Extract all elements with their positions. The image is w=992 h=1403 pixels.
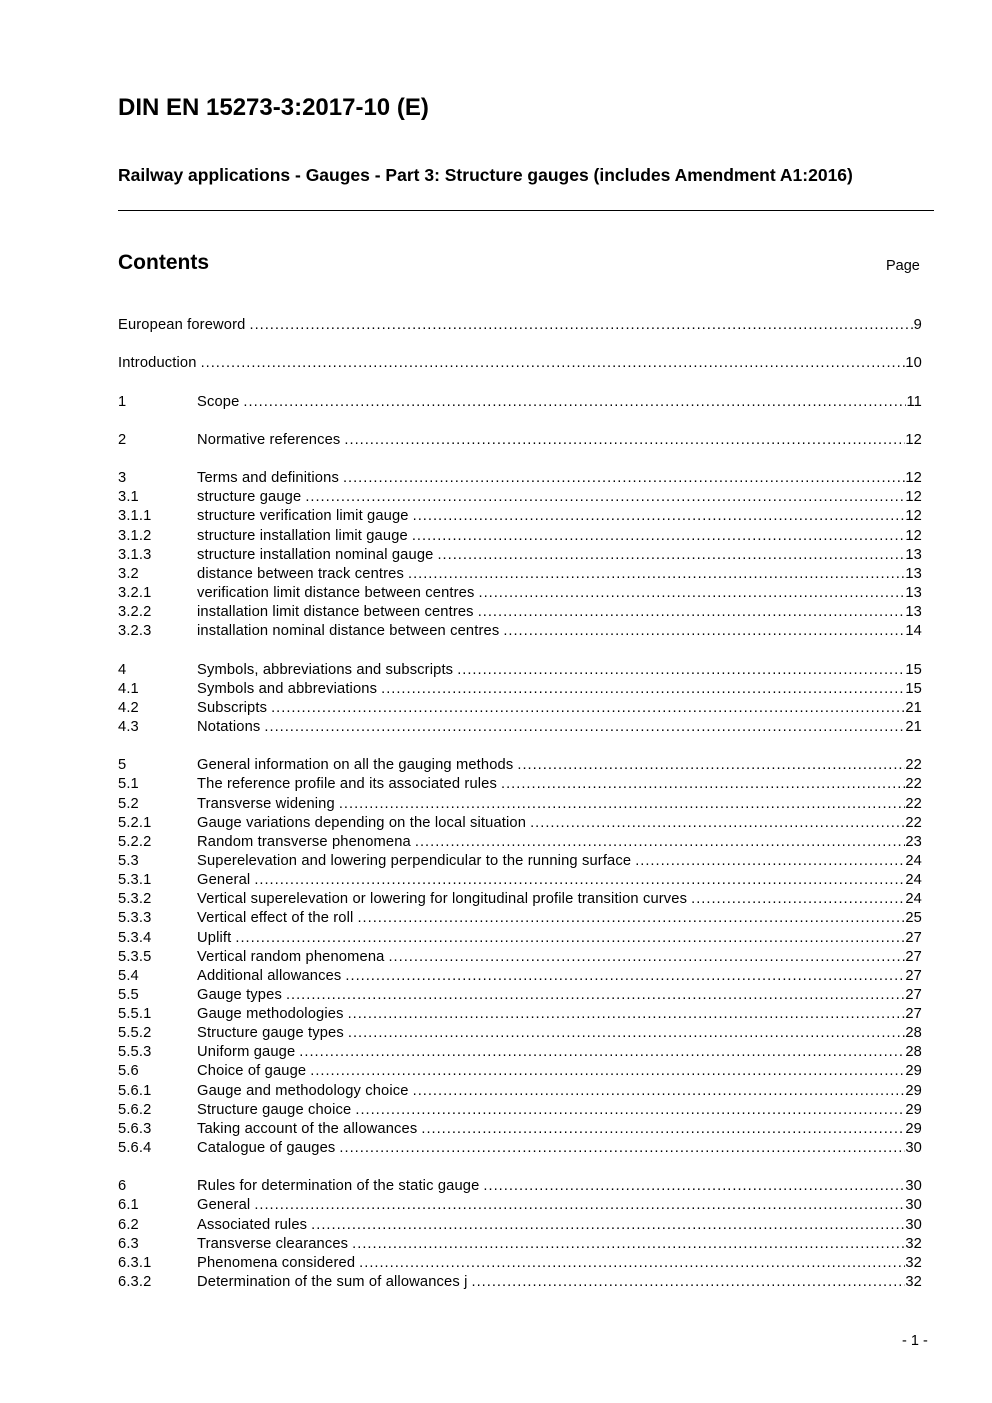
toc-entry-number: 5.6.4 — [118, 1140, 152, 1157]
toc-entry[interactable] — [118, 871, 922, 890]
toc-entry[interactable] — [118, 507, 922, 526]
toc-entry-number: 5.5.2 — [118, 1025, 152, 1042]
toc-entry-page: 24 — [905, 891, 922, 908]
toc-entry[interactable] — [118, 1254, 922, 1273]
toc-entry-page: 12 — [905, 527, 922, 544]
page-column-label: Page — [886, 258, 920, 274]
toc-entry-title: Rules for determination of the static gauge — [197, 1178, 480, 1195]
toc-dot-leader — [691, 890, 905, 909]
toc-dot-leader — [437, 546, 905, 565]
toc-entry[interactable] — [118, 795, 922, 814]
toc-dot-leader — [271, 699, 905, 718]
toc-entry-number: 2 — [118, 431, 127, 448]
toc-entry-number: 3.1.1 — [118, 508, 152, 525]
toc-entry-title: General information on all the gauging methods — [197, 757, 514, 774]
toc-dot-leader — [413, 507, 906, 526]
toc-dot-leader — [412, 527, 906, 546]
toc-entry-number: 4.1 — [118, 680, 139, 697]
toc-entry-page: 29 — [905, 1063, 922, 1080]
toc-entry-page: 22 — [905, 814, 922, 831]
toc-entry-number: 5 — [118, 757, 127, 774]
toc-entry[interactable] — [118, 488, 922, 507]
toc-dot-leader — [264, 718, 905, 737]
toc-entry-number: 5.6 — [118, 1063, 139, 1080]
toc-entry-page: 13 — [905, 546, 922, 563]
toc-entry[interactable] — [118, 890, 922, 909]
toc-entry[interactable] — [118, 1062, 922, 1081]
toc-entry-number: 5.3.3 — [118, 910, 152, 927]
toc-entry[interactable] — [118, 546, 922, 565]
toc-entry[interactable] — [118, 833, 922, 852]
toc-dot-leader — [472, 1273, 906, 1292]
toc-entry-title: Superelevation and lowering perpendicular to the running surface — [197, 852, 632, 869]
toc-entry-number: 4.2 — [118, 699, 139, 716]
toc-entry-number: 5.5.1 — [118, 1006, 152, 1023]
toc-entry-number: 3.1 — [118, 489, 139, 506]
toc-entry-title: Random transverse phenomena — [197, 833, 411, 850]
toc-entry-page: 25 — [905, 910, 922, 927]
toc-entry-page: 10 — [905, 355, 922, 372]
toc-dot-leader — [388, 948, 905, 967]
toc-entry-number: 5.2.1 — [118, 814, 152, 831]
toc-entry-page: 22 — [905, 795, 922, 812]
toc-entry-title: installation limit distance between centres — [197, 604, 474, 621]
toc-entry-title: Vertical effect of the roll — [197, 910, 354, 927]
toc-entry[interactable] — [118, 775, 922, 794]
toc-entry[interactable] — [118, 814, 922, 833]
toc-entry-page: 15 — [905, 661, 922, 678]
toc-entry-title: Catalogue of gauges — [197, 1140, 336, 1157]
table-of-contents — [118, 316, 922, 1292]
toc-entry-page: 15 — [905, 680, 922, 697]
toc-entry-number: 3.1.2 — [118, 527, 152, 544]
toc-entry-number: 5.5.3 — [118, 1044, 152, 1061]
toc-entry-title: structure installation nominal gauge — [197, 546, 434, 563]
toc-entry-number: 6.2 — [118, 1216, 139, 1233]
toc-entry-page: 30 — [905, 1178, 922, 1195]
toc-entry-title: distance between track centres — [197, 565, 404, 582]
toc-entry-title: Gauge and methodology choice — [197, 1082, 409, 1099]
toc-entry-page: 30 — [905, 1140, 922, 1157]
toc-dot-leader — [286, 986, 905, 1005]
toc-dot-leader — [503, 622, 905, 641]
toc-entry-title: installation nominal distance between centres — [197, 623, 500, 640]
toc-entry-title: Gauge variations depending on the local situation — [197, 814, 527, 831]
toc-entry-page: 30 — [905, 1216, 922, 1233]
toc-entry-title: Determination of the sum of allowances j — [197, 1274, 468, 1291]
toc-dot-leader — [305, 488, 905, 507]
toc-entry[interactable] — [118, 967, 922, 986]
toc-dot-leader — [344, 431, 905, 450]
toc-entry-page: 28 — [905, 1044, 922, 1061]
toc-entry[interactable] — [118, 1082, 922, 1101]
toc-entry-page: 24 — [905, 852, 922, 869]
toc-entry-title: General — [197, 1197, 251, 1214]
toc-entry-title: Additional allowances — [197, 967, 342, 984]
toc-entry-number: 3.2.1 — [118, 584, 152, 601]
toc-entry-title: Choice of gauge — [197, 1063, 307, 1080]
toc-dot-leader — [457, 661, 905, 680]
toc-entry[interactable] — [118, 1024, 922, 1043]
toc-dot-leader — [339, 1139, 905, 1158]
toc-entry-page: 21 — [905, 699, 922, 716]
toc-entry[interactable] — [118, 316, 922, 335]
toc-entry-number: 4 — [118, 661, 127, 678]
toc-entry-number: 5.2 — [118, 795, 139, 812]
toc-entry[interactable] — [118, 1005, 922, 1024]
toc-entry-page: 11 — [906, 393, 922, 410]
toc-dot-leader — [355, 1101, 905, 1120]
toc-dot-leader — [343, 469, 905, 488]
toc-dot-leader — [501, 775, 905, 794]
toc-dot-leader — [421, 1120, 905, 1139]
toc-entry[interactable] — [118, 1043, 922, 1062]
toc-entry-title: Transverse clearances — [197, 1235, 349, 1252]
toc-entry[interactable] — [118, 986, 922, 1005]
toc-entry-title: Structure gauge types — [197, 1025, 344, 1042]
toc-entry-page: 32 — [905, 1235, 922, 1252]
toc-entry[interactable] — [118, 1139, 922, 1158]
toc-entry[interactable] — [118, 948, 922, 967]
toc-entry-number: 3.1.3 — [118, 546, 152, 563]
toc-entry[interactable] — [118, 527, 922, 546]
toc-entry-page: 12 — [905, 508, 922, 525]
toc-entry-page: 22 — [905, 776, 922, 793]
toc-entry-number: 1 — [118, 393, 127, 410]
toc-entry-title: The reference profile and its associated rules — [197, 776, 497, 793]
toc-entry[interactable] — [118, 756, 922, 775]
document-subtitle: Railway applications - Gauges - Part 3: Structure gauges (includes Amendment A1:2016) — [118, 165, 853, 185]
toc-entry[interactable] — [118, 909, 922, 928]
toc-entry[interactable] — [118, 469, 922, 488]
document-title: DIN EN 15273-3:2017-10 (E) — [118, 94, 429, 121]
toc-entry-page: 27 — [905, 929, 922, 946]
toc-entry-title: Symbols, abbreviations and subscripts — [197, 661, 454, 678]
toc-dot-leader — [201, 354, 906, 373]
toc-entry[interactable] — [118, 661, 922, 680]
contents-heading: Contents — [118, 251, 209, 274]
toc-entry-title: Structure gauge choice — [197, 1101, 352, 1118]
toc-entry-number: 5.2.2 — [118, 833, 152, 850]
toc-entry[interactable] — [118, 622, 922, 641]
toc-entry-title: verification limit distance between centres — [197, 584, 475, 601]
toc-entry-number: 3.2 — [118, 565, 139, 582]
toc-dot-leader — [478, 603, 906, 622]
toc-entry[interactable] — [118, 1120, 922, 1139]
toc-entry[interactable] — [118, 1196, 922, 1215]
toc-entry-title: Symbols and abbreviations — [197, 680, 378, 697]
toc-entry-page: 27 — [905, 948, 922, 965]
toc-entry[interactable] — [118, 565, 922, 584]
toc-entry-page: 12 — [905, 489, 922, 506]
toc-entry-page: 24 — [905, 872, 922, 889]
toc-entry-title: Notations — [197, 718, 261, 735]
toc-entry-number: 3.2.2 — [118, 604, 152, 621]
toc-dot-leader — [310, 1062, 905, 1081]
toc-dot-leader — [359, 1254, 905, 1273]
toc-entry-number: 5.3.2 — [118, 891, 152, 908]
toc-entry-page: 13 — [905, 565, 922, 582]
toc-entry-number: 5.6.1 — [118, 1082, 152, 1099]
toc-entry-number: 5.3.4 — [118, 929, 152, 946]
toc-entry-title: Gauge types — [197, 986, 282, 1003]
toc-entry-page: 14 — [905, 623, 922, 640]
toc-dot-leader — [635, 852, 905, 871]
toc-dot-leader — [357, 909, 905, 928]
toc-entry-page: 32 — [905, 1254, 922, 1271]
toc-entry-number: 6.3.1 — [118, 1254, 152, 1271]
toc-entry-title: Phenomena considered — [197, 1254, 356, 1271]
toc-entry-number: 3 — [118, 470, 127, 487]
toc-entry[interactable] — [118, 431, 922, 450]
toc-entry-page: 27 — [905, 967, 922, 984]
toc-entry[interactable] — [118, 1235, 922, 1254]
toc-entry-page: 13 — [905, 604, 922, 621]
toc-entry-number: 5.3 — [118, 852, 139, 869]
toc-dot-leader — [311, 1216, 905, 1235]
toc-entry-title: Normative references — [197, 431, 341, 448]
toc-dot-leader — [339, 795, 906, 814]
toc-entry-number: 5.3.1 — [118, 872, 152, 889]
toc-entry-title: Transverse widening — [197, 795, 335, 812]
toc-entry-number: 5.5 — [118, 986, 139, 1003]
toc-entry-page: 12 — [905, 470, 922, 487]
toc-entry-title: European foreword — [118, 317, 246, 333]
toc-entry[interactable] — [118, 393, 922, 412]
toc-entry[interactable] — [118, 699, 922, 718]
toc-dot-leader — [381, 680, 905, 699]
toc-entry-page: 27 — [905, 986, 922, 1003]
page-number: - 1 - — [902, 1333, 928, 1349]
toc-entry[interactable] — [118, 929, 922, 948]
toc-entry-number: 6.3 — [118, 1235, 139, 1252]
toc-dot-leader — [243, 393, 906, 412]
toc-dot-leader — [348, 1024, 906, 1043]
toc-dot-leader — [483, 1177, 905, 1196]
toc-entry[interactable] — [118, 718, 922, 737]
toc-entry-page: 29 — [905, 1120, 922, 1137]
toc-entry-page: 30 — [905, 1197, 922, 1214]
toc-entry[interactable] — [118, 1101, 922, 1120]
toc-entry-page: 12 — [905, 431, 922, 448]
toc-entry-title: Associated rules — [197, 1216, 308, 1233]
toc-dot-leader — [478, 584, 905, 603]
toc-entry-page: 32 — [905, 1274, 922, 1291]
toc-dot-leader — [517, 756, 905, 775]
toc-entry-title: Vertical superelevation or lowering for longitudinal profile transition curves — [197, 891, 688, 908]
toc-entry[interactable] — [118, 584, 922, 603]
toc-dot-leader — [254, 871, 905, 890]
toc-entry-title: structure installation limit gauge — [197, 527, 408, 544]
toc-entry-title: Uplift — [197, 929, 232, 946]
toc-dot-leader — [530, 814, 905, 833]
toc-dot-leader — [249, 316, 913, 335]
toc-dot-leader — [235, 929, 905, 948]
toc-entry-number: 3.2.3 — [118, 623, 152, 640]
toc-entry-number: 6 — [118, 1178, 127, 1195]
toc-entry-number: 5.4 — [118, 967, 139, 984]
toc-entry-title: Uniform gauge — [197, 1044, 296, 1061]
toc-entry-title: Introduction — [118, 355, 197, 372]
toc-entry-title: Taking account of the allowances — [197, 1120, 418, 1137]
toc-entry[interactable] — [118, 354, 922, 373]
toc-entry-page: 9 — [913, 317, 922, 333]
toc-entry-number: 5.1 — [118, 776, 139, 793]
toc-dot-leader — [352, 1235, 905, 1254]
toc-dot-leader — [299, 1043, 905, 1062]
toc-entry-title: structure gauge — [197, 489, 302, 506]
toc-entry-page: 29 — [905, 1101, 922, 1118]
toc-entry-number: 4.3 — [118, 718, 139, 735]
toc-entry-number: 5.6.2 — [118, 1101, 152, 1118]
toc-entry-title: Vertical random phenomena — [197, 948, 385, 965]
toc-entry-page: 21 — [905, 718, 922, 735]
toc-entry-page: 27 — [905, 1006, 922, 1023]
toc-dot-leader — [345, 967, 905, 986]
toc-entry-title: Terms and definitions — [197, 470, 339, 487]
toc-dot-leader — [413, 1082, 906, 1101]
toc-entry[interactable] — [118, 603, 922, 622]
toc-dot-leader — [348, 1005, 906, 1024]
toc-dot-leader — [254, 1196, 905, 1215]
toc-entry-title: structure verification limit gauge — [197, 508, 409, 525]
toc-entry-page: 23 — [905, 833, 922, 850]
toc-entry-page: 29 — [905, 1082, 922, 1099]
toc-entry-title: General — [197, 872, 251, 889]
toc-entry-title: Subscripts — [197, 699, 268, 716]
toc-entry-number: 6.1 — [118, 1197, 139, 1214]
toc-entry-page: 13 — [905, 584, 922, 601]
toc-entry-number: 6.3.2 — [118, 1274, 152, 1291]
toc-entry[interactable] — [118, 852, 922, 871]
header-divider — [118, 210, 934, 211]
toc-dot-leader — [415, 833, 905, 852]
toc-entry[interactable] — [118, 1216, 922, 1235]
toc-entry-title: Gauge methodologies — [197, 1006, 344, 1023]
toc-dot-leader — [408, 565, 905, 584]
toc-entry[interactable] — [118, 1273, 922, 1292]
toc-entry-number: 5.3.5 — [118, 948, 152, 965]
toc-entry-number: 5.6.3 — [118, 1120, 152, 1137]
toc-entry-title: Scope — [197, 393, 240, 410]
toc-entry-page: 22 — [905, 757, 922, 774]
toc-entry-page: 28 — [905, 1025, 922, 1042]
toc-entry[interactable] — [118, 1177, 922, 1196]
toc-entry[interactable] — [118, 680, 922, 699]
